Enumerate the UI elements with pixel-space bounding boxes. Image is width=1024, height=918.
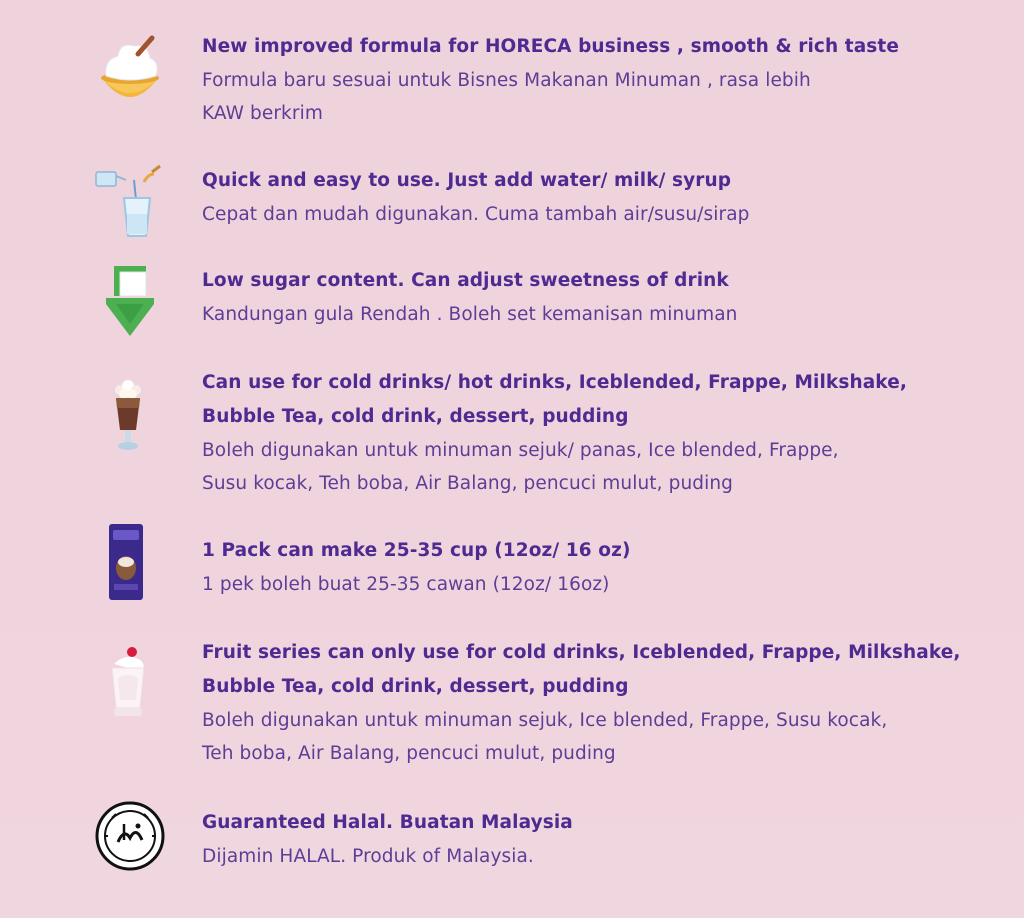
feature-heading: New improved formula for HORECA business , smooth & rich taste [202,36,900,57]
ice-cream-bowl-icon [94,32,166,112]
fruit-drink-icon [94,644,166,724]
feature-description: Susu kocak, Teh boba, Air Balang, pencuci mulut, puding [202,473,734,494]
sugar-down-arrow-icon [94,264,166,344]
halal-logo-icon [94,798,166,878]
feature-description: Kandungan gula Rendah . Boleh set kemanisan minuman [202,304,738,325]
feature-heading: Bubble Tea, cold drink, dessert, pudding [202,406,629,427]
feature-heading: Can use for cold drinks/ hot drinks, Iceblended, Frappe, Milkshake, [202,372,907,393]
feature-heading: Bubble Tea, cold drink, dessert, pudding [202,676,629,697]
feature-heading: Quick and easy to use. Just add water/ milk/ syrup [202,170,732,191]
feature-heading: Low sugar content. Can adjust sweetness of drink [202,270,729,291]
feature-description: Boleh digunakan untuk minuman sejuk, Ice blended, Frappe, Susu kocak, [202,710,888,731]
feature-heading: 1 Pack can make 25-35 cup (12oz/ 16 oz) [202,540,631,561]
feature-heading: Guaranteed Halal. Buatan Malaysia [202,812,573,833]
feature-description: Dijamin HALAL. Produk of Malaysia. [202,846,534,867]
feature-description: Cepat dan mudah digunakan. Cuma tambah air/susu/sirap [202,204,750,225]
pouring-glass-icon [94,164,166,244]
feature-description: Teh boba, Air Balang, pencuci mulut, puding [202,743,616,764]
feature-description: Boleh digunakan untuk minuman sejuk/ panas, Ice blended, Frappe, [202,440,839,461]
feature-description: 1 pek boleh buat 25-35 cawan (12oz/ 16oz) [202,574,610,595]
product-pack-icon [94,522,166,602]
milkshake-glass-icon [94,378,166,458]
feature-description: KAW berkrim [202,103,323,124]
feature-description: Formula baru sesuai untuk Bisnes Makanan Minuman , rasa lebih [202,70,811,91]
feature-heading: Fruit series can only use for cold drinks, Iceblended, Frappe, Milkshake, [202,642,961,663]
